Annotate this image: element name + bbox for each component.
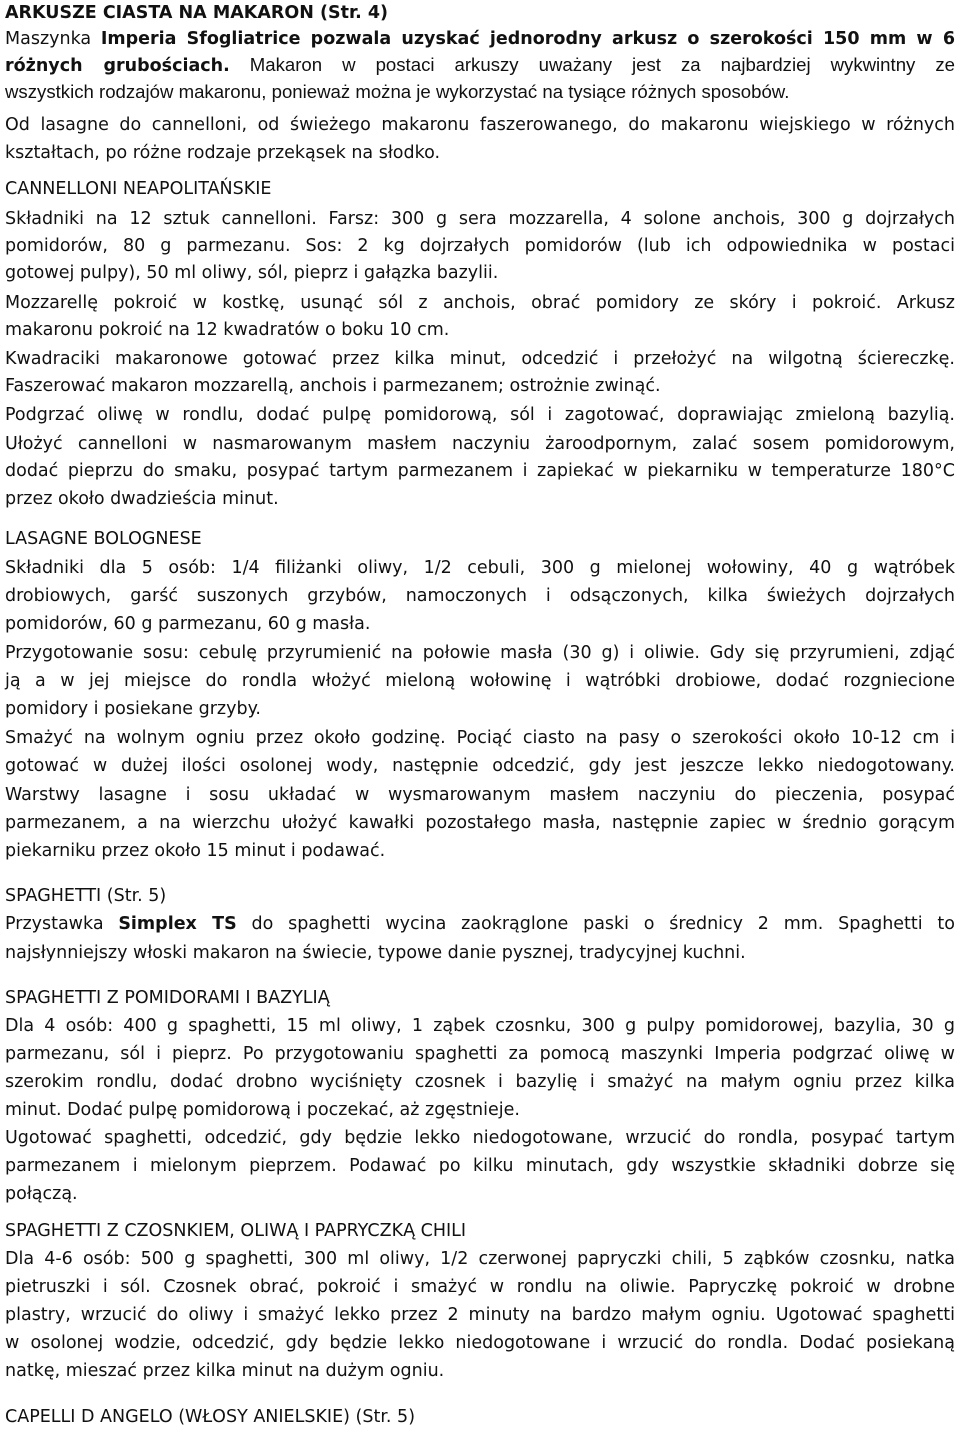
paragraph-line: Podgrzać oliwę w rondlu, dodać pulpę pomidorową, sól i zagotować, doprawiając zmieloną bazylią. xyxy=(5,405,955,425)
paragraph-line: szerokim rondlu, dodać drobno wyciśnięty czosnek i bazylię i smażyć na małym ogniu przez kilka xyxy=(5,1072,955,1092)
paragraph-line: pomidorów, 80 g parmezanu. Sos: 2 kg dojrzałych pomidorów (lub ich odpowiednika w postaci xyxy=(5,236,955,256)
paragraph-line: makaronu pokroić na 12 kwadratów o boku 10 cm. xyxy=(5,320,450,340)
paragraph-line: Przystawka Simplex TS do spaghetti wycina zaokrąglone paski o średnicy 2 mm. Spaghetti to xyxy=(5,914,955,934)
paragraph-line: wszystkich rodzajów makaronu, ponieważ można je wykorzystać na tysiące różnych sposobów. xyxy=(5,81,790,102)
paragraph-line: pomidorów, 60 g parmezanu, 60 g masła. xyxy=(5,614,371,634)
paragraph-line: Faszerować makaron mozzarellą, anchois i parmezanem; ostrożnie zwinąć. xyxy=(5,376,661,396)
paragraph-line: Od lasagne do cannelloni, od świeżego makaronu faszerowanego, do makaronu wiejskiego w różnych xyxy=(5,115,955,135)
paragraph-line: Mozzarellę pokroić w kostkę, usunąć sól z anchois, obrać pomidory ze skóry i pokroić. Arkusz xyxy=(5,293,955,313)
paragraph-line: ją a w jej miejsce do rondla włożyć mieloną wołowinę i wątróbki drobiowe, dodać rozgniecione xyxy=(5,671,955,691)
heading-arkusze: ARKUSZE CIASTA NA MAKARON (Str. 4) xyxy=(5,3,388,23)
paragraph-line: gotowej pulpy), 50 ml oliwy, sól, pieprz i gałązka bazylii. xyxy=(5,263,499,283)
paragraph-line: w osolonej wodzie, odcedzić, gdy będzie lekko niedogotowane i wrzucić do rondla. Dodać posiekaną xyxy=(5,1333,955,1353)
paragraph-line: pomidory i posiekane grzyby. xyxy=(5,699,261,719)
paragraph-line: Składniki na 12 sztuk cannelloni. Farsz: 300 g sera mozzarella, 4 solone anchois, 300 g dojrzałych xyxy=(5,209,955,229)
paragraph-line: Kwadraciki makaronowe gotować przez kilka minut, odcedzić i przełożyć na wilgotną ściereczkę. xyxy=(5,349,955,369)
heading-spaghetti: SPAGHETTI (Str. 5) xyxy=(5,886,167,906)
paragraph-line: różnych grubościach. Makaron w postaci arkuszy uważany jest za najbardziej wykwintny ze xyxy=(5,54,955,76)
paragraph-line: Smażyć na wolnym ogniu przez około godzinę. Pociąć ciasto na pasy o szerokości około 10-12 cm i xyxy=(5,728,955,748)
paragraph-line: połączą. xyxy=(5,1184,78,1204)
paragraph-line: minut. Dodać pulpę pomidorową i poczekać, aż zgęstnieje. xyxy=(5,1100,520,1120)
heading-spaghetti-pomidory: SPAGHETTI Z POMIDORAMI I BAZYLIĄ xyxy=(5,988,330,1008)
paragraph-line: parmezanem i mielonym pieprzem. Podawać po kilku minutach, gdy wszystkie składniki dobrze się xyxy=(5,1156,955,1176)
heading-lasagne: LASAGNE BOLOGNESE xyxy=(5,529,202,549)
paragraph-line: Dla 4-6 osób: 500 g spaghetti, 300 ml oliwy, 1/2 czerwonej papryczki chili, 5 ząbków czosnku, natka xyxy=(5,1249,955,1269)
paragraph-line: Dla 4 osób: 400 g spaghetti, 15 ml oliwy, 1 ząbek czosnku, 300 g pulpy pomidorowej, bazylia, 30 g xyxy=(5,1016,955,1036)
heading-spaghetti-czosnek: SPAGHETTI Z CZOSNKIEM, OLIWĄ I PAPRYCZKĄ CHILI xyxy=(5,1221,467,1241)
paragraph-line: Warstwy lasagne i sosu układać w wysmarowanym masłem naczyniu do pieczenia, posypać xyxy=(5,785,955,805)
paragraph-line: parmezanem, a na wierzchu ułożyć kawałki pozostałego masła, następnie zapiec w średnio gorącym xyxy=(5,813,955,833)
paragraph-line: kształtach, po różne rodzaje przekąsek na słodko. xyxy=(5,143,441,163)
paragraph-line: gotować w dużej ilości osolonej wody, następnie odcedzić, gdy jest jeszcze lekko niedogotowany. xyxy=(5,756,955,776)
paragraph-line: przez około dwadzieścia minut. xyxy=(5,489,279,509)
paragraph-line: parmezanu, sól i pieprz. Po przygotowaniu spaghetti za pomocą maszynki Imperia podgrzać oliwę w xyxy=(5,1044,955,1064)
paragraph-line: drobiowych, garść suszonych grzybów, namoczonych i odsączonych, kilka świeżych dojrzałych xyxy=(5,586,955,606)
paragraph-line: Składniki dla 5 osób: 1/4 filiżanki oliwy, 1/2 cebuli, 300 g mielonej wołowiny, 40 g wątróbek xyxy=(5,558,955,578)
heading-capelli: CAPELLI D ANGELO (WŁOSY ANIELSKIE) (Str. 5) xyxy=(5,1407,416,1427)
paragraph-line: Ułożyć cannelloni w nasmarowanym masłem naczyniu żaroodpornym, zalać sosem pomidorowym, xyxy=(5,434,955,454)
paragraph-line: pietruszki i sól. Czosnek obrać, pokroić i smażyć w rondlu na oliwie. Papryczkę pokroić w drobne xyxy=(5,1277,955,1297)
paragraph-line: plastry, wrzucić do oliwy i smażyć lekko przez 2 minuty na bardzo małym ogniu. Ugotować spaghetti xyxy=(5,1305,955,1325)
paragraph-line: dodać pieprzu do smaku, posypać tartym parmezanem i zapiekać w piekarniku w temperaturze 180°C xyxy=(5,461,955,481)
paragraph-line: Przygotowanie sosu: cebulę przyrumienić na połowie masła (30 g) i oliwie. Gdy się przyrumieni, zdjąć xyxy=(5,643,955,663)
paragraph-line: najsłynniejszy włoski makaron na świecie, typowe danie pysznej, tradycyjnej kuchni. xyxy=(5,943,746,963)
heading-cannelloni: CANNELLONI NEAPOLITAŃSKIE xyxy=(5,179,272,199)
paragraph-line: Ugotować spaghetti, odcedzić, gdy będzie lekko niedogotowane, wrzucić do rondla, posypać tartym xyxy=(5,1128,955,1148)
paragraph-line: piekarniku przez około 15 minut i podawać. xyxy=(5,841,386,861)
paragraph-line: natkę, mieszać przez kilka minut na dużym ogniu. xyxy=(5,1361,445,1381)
paragraph-line: Maszynka Imperia Sfogliatrice pozwala uzyskać jednorodny arkusz o szerokości 150 mm w 6 xyxy=(5,29,956,49)
